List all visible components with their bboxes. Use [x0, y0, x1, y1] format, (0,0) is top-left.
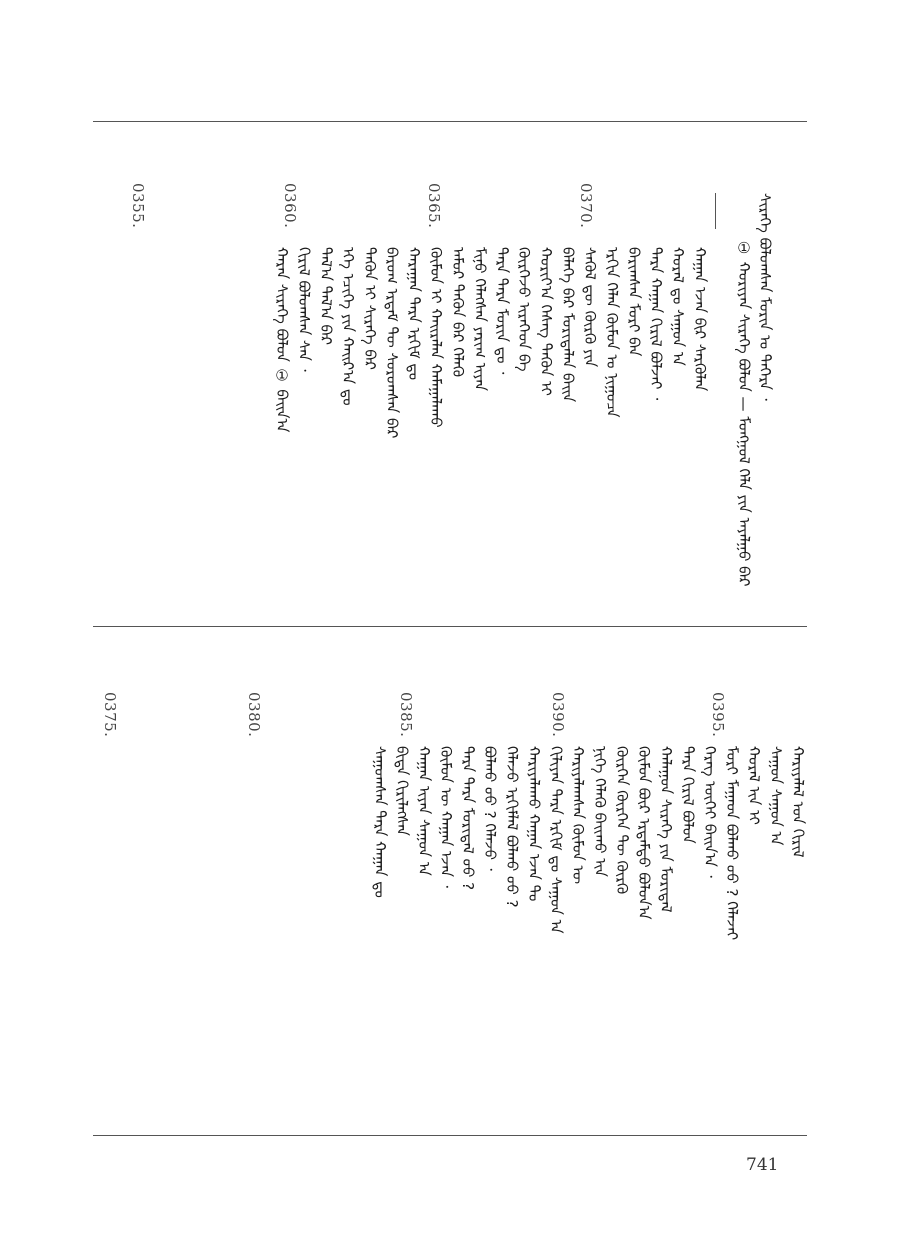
footnote-line: ① ᠬᠤᠷᠢᠶᠠᠨ ᠰᠢᠷᠡᠭᠡ ᠪᠤᠯᠤᠨ — ᠮᠣᠩᠭᠣᠯ ᠬᠡᠯᠡ ᠶᠢᠨ ᠠᠶᠠᠯᠭᠤ ᠪᠠᠷ — [735, 239, 753, 587]
verse-line: ᠬᠠᠯᠠᠭᠤᠨ ᠰᠢᠷᠡᠭᠡ ᠶᠢᠨ ᠮᠣᠷᠢᠳᠠᠯ — [657, 746, 675, 913]
verse-line: ᠬᠦᠮᠦᠨ ᠦ ᠬᠠᠭᠠᠨ ᠡᠵᠡᠨ ᠂ — [437, 746, 455, 888]
verse-line: ᠬᠠᠷᠢᠶᠠᠯᠠᠭᠰᠠᠨ ᠬᠦᠮᠦᠨ ᠦ — [569, 746, 587, 885]
verse-line: ᠰᠠᠭᠤᠭᠰᠠᠨ ᠲᠡᠷᠡ ᠬᠠᠭᠠᠨ ᠳᠤ — [371, 746, 389, 898]
line-number: 0395. — [709, 692, 727, 738]
verse-line: ᠰᠠᠭᠤᠨ ᠰᠠᠭᠤᠨ ᠠ — [767, 746, 785, 846]
verse-line: ᠲᠡᠷᠡ ᠬᠠᠭᠠᠨ ᠬᠢᠷᠢᠯ ᠪᠣᠯᠵᠠᠢ ᠂ — [647, 247, 665, 401]
line-number: 0385. — [397, 692, 415, 738]
verse-line: ᠬᠠᠷᠢᠶᠠᠯᠠᠬᠤ ᠬᠠᠭᠠᠨ ᠡᠵᠡᠨ ᠲᠤ — [525, 746, 543, 902]
verse-line: ᠲᠠᠯ᠎ᠠ ᠳᠠᠯ᠎ᠠ ᠪᠠᠷ — [317, 247, 335, 345]
verse-line: ᠲᠡᠷᠡ ᠲᠡᠷᠡ ᠮᠣᠷᠢᠨ ᠳᠤ ᠂ — [493, 247, 511, 375]
verse-line: ᠡᠷᠭᠢᠨ ᠬᠡᠯᠡᠨ ᠬᠦᠮᠦᠨ ᠤ ᠨᠢᠭᠤᠴᠠ — [603, 247, 621, 418]
line-number: 0375. — [101, 692, 119, 738]
verse-line: ᠬᠢᠷᠢᠯ ᠪᠣᠯᠤᠭᠰᠠᠨ ᠰᠠᠨ ᠂ — [295, 247, 313, 372]
line-number: 0360. — [281, 183, 299, 229]
footnote-separator — [715, 193, 716, 229]
verse-line: ᠬᠠᠭᠠᠨ ᠡᠵᠡᠨ ᠪᠢᠷ ᠰᠡᠷᠭᠦᠯᠡᠨ — [691, 247, 709, 392]
verse-line: ᠲᠡᠭᠦᠨ ᠢ ᠰᠢᠷᠡᠭᠡ ᠪᠠᠷ — [361, 247, 379, 370]
verse-line: ᠰᠡᠭᠦᠯ ᠳᠦ ᠬᠦᠷᠬᠦ ᠶᠢᠨ — [581, 247, 599, 368]
verse-line: ᠪᠡᠯᠡᠭᠡ ᠪᠠᠷ ᠮᠣᠷᠢᠳᠠᠯᠠᠨ ᠪᠠᠢᠨ — [559, 247, 577, 403]
verse-line: ᠬᠦᠮᠦᠨ ᠪᠦᠷ ᠡᠷᠳᠡᠮᠲᠦ ᠪᠣᠯᠤᠨ᠎ᠠ — [635, 746, 653, 920]
line-number: 0365. — [425, 183, 443, 229]
verse-line: ᠡᠬᠡ ᠡᠴᠢᠭᠡ ᠶᠢᠨ ᠬᠠᠢᠷ᠎ᠠ ᠳᠤ — [339, 247, 357, 406]
verse-line: ᠬᠢᠯᠢᠶᠡᠨ ᠲᠡᠷᠡ ᠡᠷᠬᠢᠮ ᠳᠤ ᠰᠠᠭᠤᠨ ᠠ — [547, 746, 565, 934]
line-number: 0355. — [129, 183, 147, 229]
verse-line: ᠬᠦᠷᠭᠡᠵᠦ ᠢᠷᠡᠭᠡᠳ ᠪᠠ — [515, 247, 533, 372]
bottom-verse-panel — [93, 626, 807, 1135]
rule-bottom — [93, 1135, 807, 1136]
verse-line: ᠠᠮᠤᠷ ᠲᠡᠭᠦᠨ ᠪᠡᠷ ᠬᠡᠯᠡᠬᠦ — [449, 247, 467, 377]
verse-line: ᠪᠣᠯᠬᠤ ᠤᠤ ? ᠬᠡᠯᠡᠵᠦ ᠂ — [481, 746, 499, 871]
verse-line: ᠮᠤᠷᠢ ᠮᠠᠭᠠᠳ ᠪᠣᠯᠬᠤ ᠤᠤ ? ᠬᠡᠯᠡᠵᠡᠢ — [723, 746, 741, 941]
verse-line: ᠬᠤᠷᠠᠯ ᠳᠤ ᠰᠠᠭᠤᠨ ᠠ — [669, 247, 687, 366]
verse-line: ᠮᠢᠨᠦ ᠬᠡᠯᠡᠭᠰᠡᠨ ᠶᠠᠷᠢᠭ ᠢᠶᠡᠨ — [471, 247, 489, 392]
verse-line: ᠬᠡᠯᠡᠵᠦ ᠡᠷᠬᠢᠮᠯᠡᠯ ᠪᠣᠯᠬᠤ ᠤᠤ ? — [503, 746, 521, 908]
line-number: 0380. — [245, 692, 263, 738]
verse-line: ᠪᠠᠷᠤᠭ ᠡᠷᠳᠡᠮ ᠲᠦ ᠰᠤᠷᠤᠭᠰᠠᠨ ᠪᠡᠷ — [383, 247, 401, 439]
verse-line: ᠨᠢᠭᠡ ᠬᠡᠯᠡᠬᠦ ᠪᠠᠢᠬᠤ ᠢᠨ — [591, 746, 609, 877]
verse-line: ᠲᠡᠷᠡ ᠬᠢᠷᠢᠯ ᠪᠣᠯᠤᠨ — [679, 746, 697, 844]
verse-line: ᠬᠤᠷᠠᠯ ᠢᠨ ᠢ — [745, 746, 763, 825]
footnote-line: ᠰᠢᠷᠡᠭᠡ ᠪᠤᠯᠤᠭᠰᠠᠨ ᠮᠣᠷᠢᠨ ᠤ ᠳᠡᠭᠡᠷᠡ ᠂ — [756, 193, 774, 401]
verse-line: ᠬᠦᠷᠭᠡᠨ ᠬᠦᠷᠭᠡᠨ ᠲᠦ ᠬᠦᠷᠬᠦ — [613, 746, 631, 895]
verse-line: ᠪᠢᠳᠡ ᠬᠢᠷᠢᠯᠡᠭᠰᠡᠨ — [393, 746, 411, 836]
verse-line: ᠬᠦᠮᠦᠨ ᠢ ᠬᠠᠢᠷᠠᠯᠠᠨ ᠬᠠᠮᠠᠭᠠᠯᠠᠬᠤ — [427, 247, 445, 428]
verse-line: ᠬᠠᠷᠢᠶᠠᠯᠠᠯ ᠤᠨ ᠬᠢᠷᠢᠯ — [789, 746, 807, 858]
verse-line: ᠬᠠᠭᠠᠨ ᠢᠶᠡᠨ ᠰᠠᠭᠤᠨ ᠠ — [415, 746, 433, 876]
verse-line: ᠬᠡᠷᠡᠭ ᠦᠭᠡᠢ ᠪᠠᠢᠨ᠎ᠠ ᠂ — [701, 746, 719, 878]
verse-line: ᠲᠡᠷᠡ ᠲᠡᠷᠡ ᠮᠣᠷᠢᠳᠠᠯ ᠤᠤ ? — [459, 746, 477, 891]
verse-line: ᠬᠠᠷᠠᠨ ᠰᠢᠷᠡᠭᠡ ᠪᠤᠯᠤᠨ ① ᠪᠠᠢᠨ᠎ᠠ — [273, 247, 291, 433]
line-number: 0370. — [577, 183, 595, 229]
top-verse-panel — [93, 121, 807, 626]
verse-line: ᠪᠠᠷᠢᠭᠰᠠᠨ ᠮᠣᠷᠢ ᠪᠡᠨ — [625, 247, 643, 357]
verse-line: ᠬᠠᠷᠠᠭᠠᠨ ᠲᠡᠷᠡ ᠡᠷᠬᠢᠮ ᠳᠤ — [405, 247, 423, 381]
line-number: 0390. — [549, 692, 567, 738]
page-number: 741 — [746, 1155, 779, 1175]
verse-line: ᠬᠤᠷᠢᠶ᠎ᠠ ᠬᠡᠰᠡᠭ ᠲᠡᠭᠦᠨ ᠢ — [537, 247, 555, 396]
